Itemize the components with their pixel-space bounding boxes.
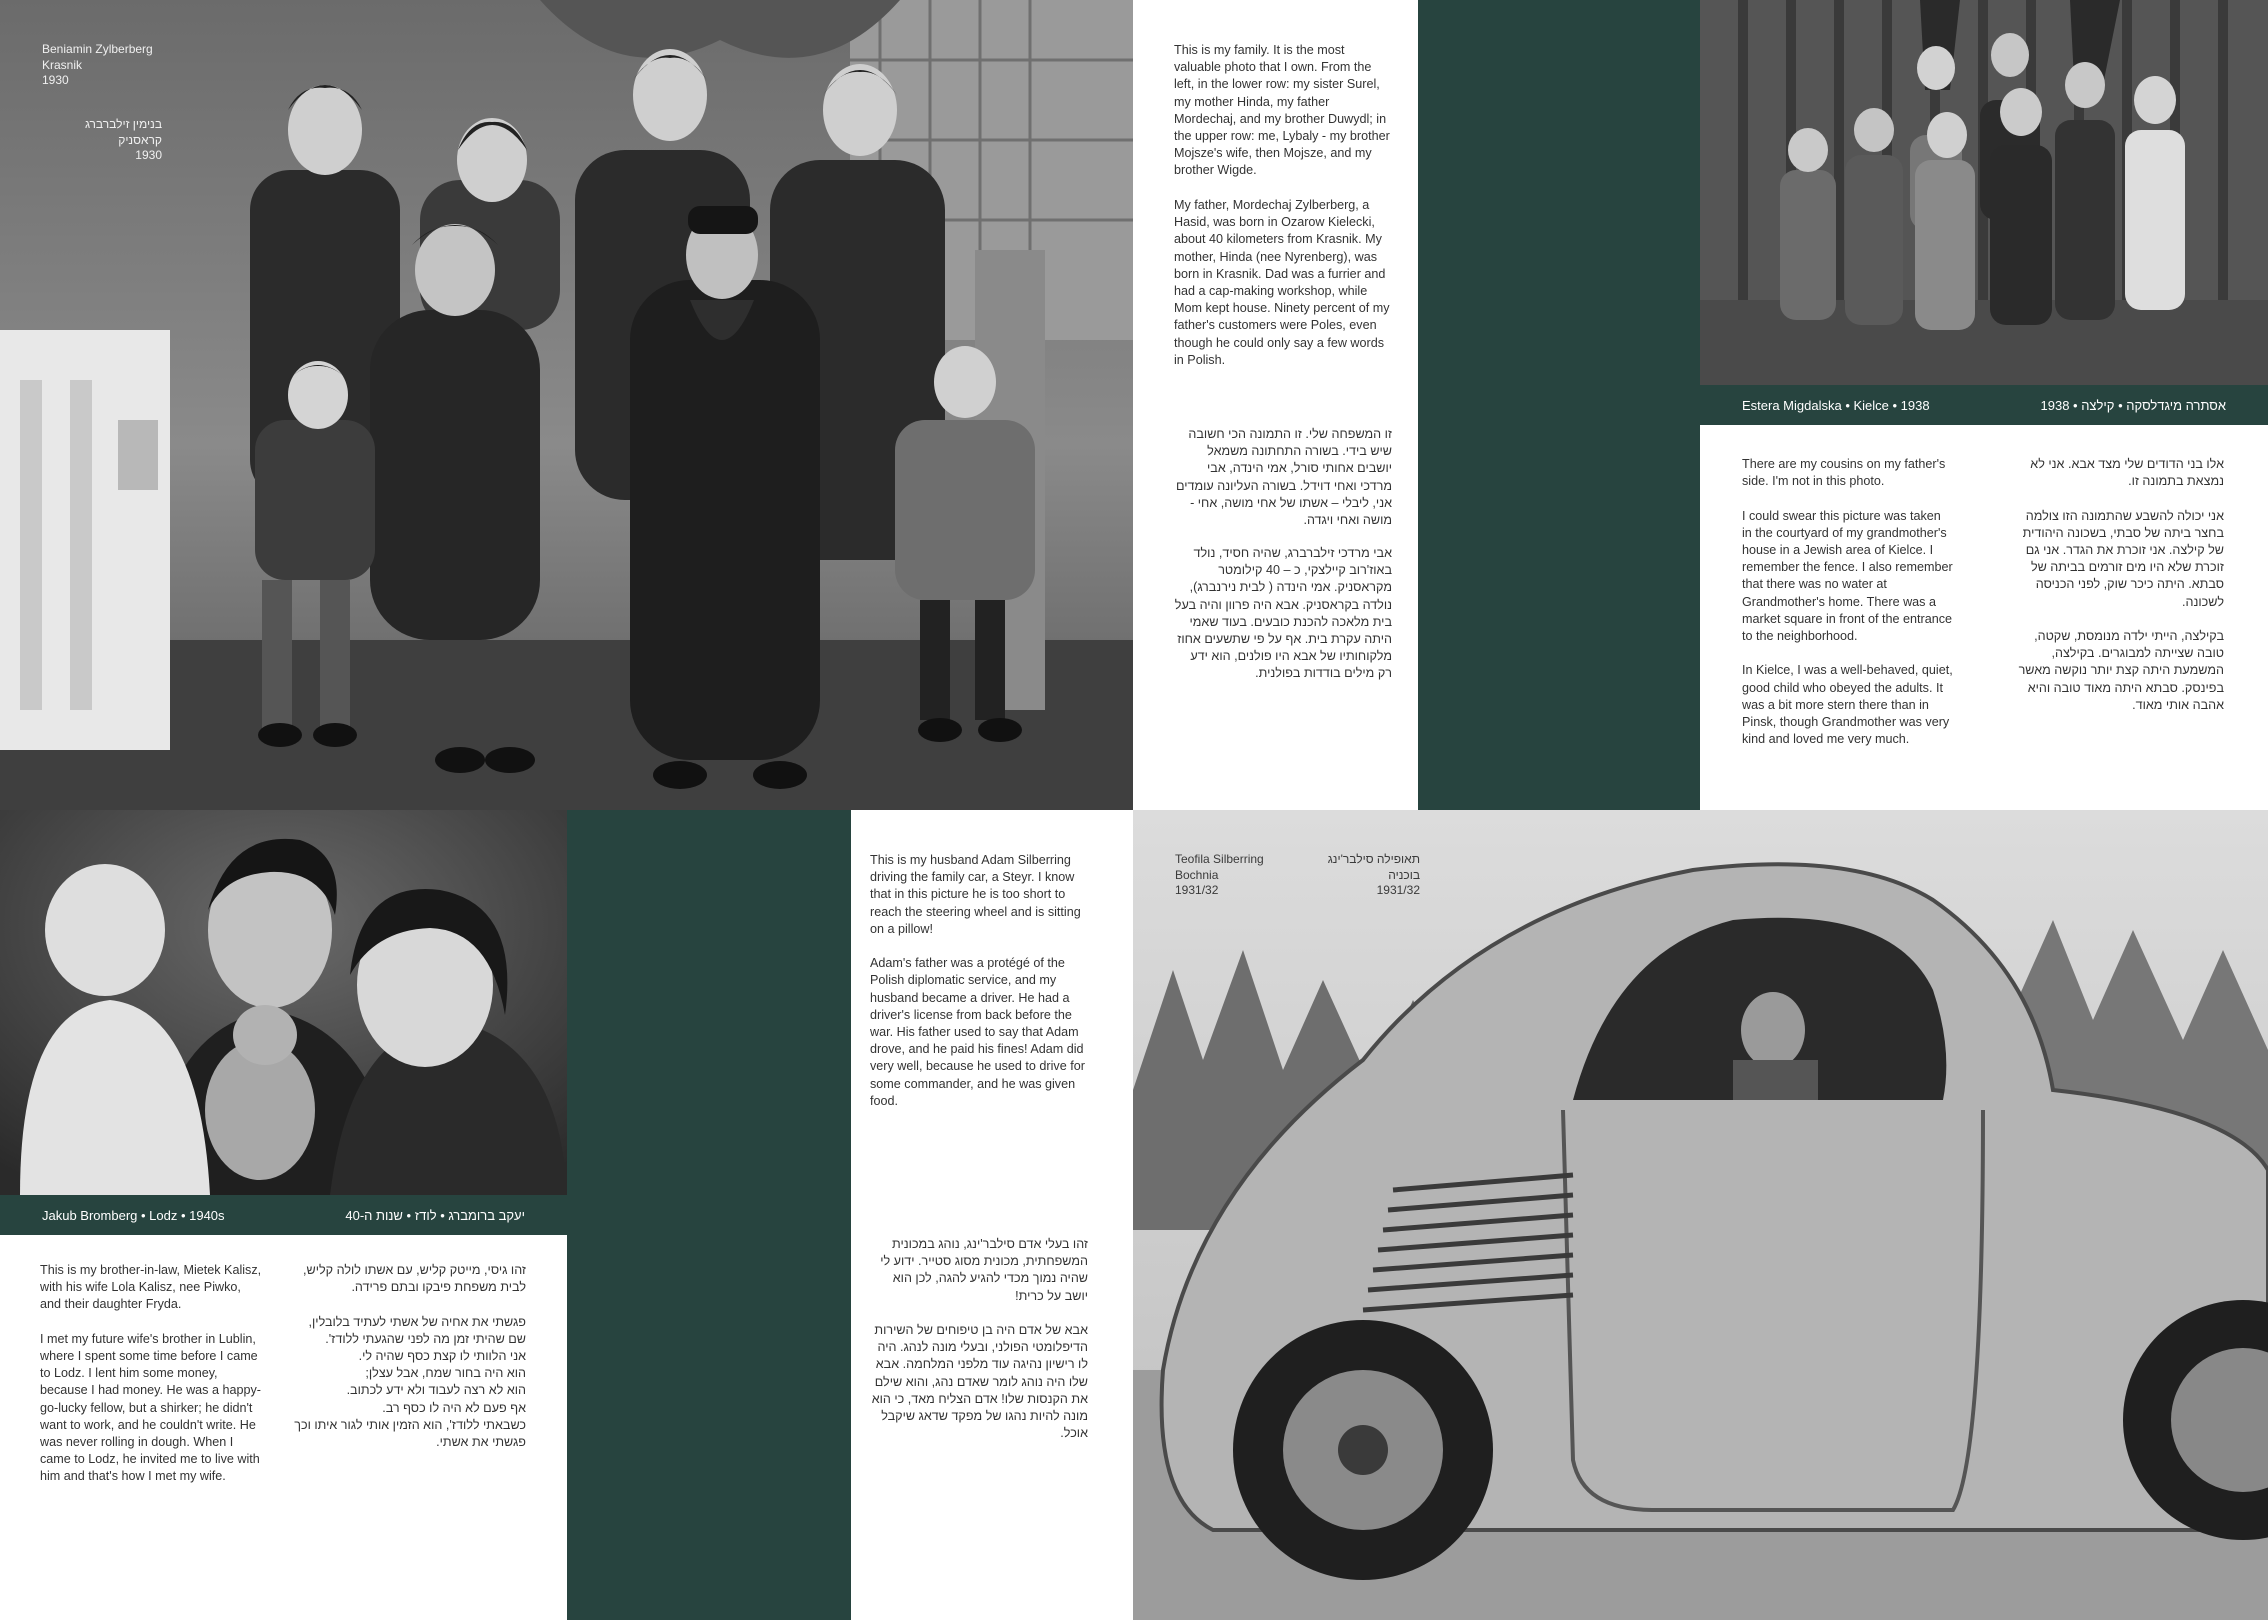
car-photo: [1133, 810, 2268, 1620]
cousins-caption-en: Estera Migdalska • Kielce • 1938: [1742, 397, 1930, 413]
bromberg-caption-bar: [0, 1195, 567, 1235]
cousins-caption-bar: [1700, 385, 2268, 425]
cousins-caption-he: אסתרה מיגדלסקה • קילצה • 1938: [2040, 397, 2226, 413]
cousins-photo: [1700, 0, 2268, 385]
car-text-en: This is my husband Adam Silberring driving the family car, a Steyr. I know that in this picture he is too short to reach the steering wheel and is sitting on a pillow! Adam's father was a protégé of the Polish diplomatic service, and my husband became a driver. He had a driver's license from back before the war. His father used to say that Adam drove, and he paid his fines! Adam did very well, because he used to drive for some commander, and he was given food.: [870, 853, 1085, 1108]
car-caption-he: תאופילה סילבר'ינג בוכניה 1931/32: [1327, 852, 1420, 897]
cousins-text-he: אלו בני הדודים שלי מצד אבא. אני לא נמצאת בתמונה זו. אני יכולה להשבע שהתמונה הזו צולמה בחצר ביתה של סבתי, בשכונה היהודית של קילצה. אני זוכרת את הגדר. אני גם זוכרת שלא היו מים זורמים בביתה של סבתא. היתה כיכר שוק, לפני הכניסה לשכונה. בקילצה, הייתי ילדה מנומסת, שקטה, טובה שצייתה למבוגרים. בקילצה, המשמעת היתה קצת יותר נוקשה מאשר בפינסק. סבתא היתה מאוד טובה והיא אהבה אותי מאוד.: [2018, 457, 2224, 712]
bromberg-text-he: זהו גיסי, מייטק קליש, עם אשתו לולה קליש, לבית משפחת פיבקו ובתם פרידה. פגשתי את אחיה של אשתי לעתיד בלובלין, שם שהיתי זמן מה לפני שהגעתי ללודז'. אני הלוותי לו קצת כסף שהיה לי. הוא היה בחור שמח, אבל עצלן; הוא לא רצה לעבוד ולא ידע לכתוב. אף פעם לא היה לו כסף רב. כשבאתי ללודז', הוא הזמין אותי לגור איתו וכך פגשתי את אשתי.: [294, 1263, 526, 1450]
family-text-en-1: This is my family. It is the most valuable photo that I own. From the left, in the lower row: my sister Surel, my mother Hinda, my father Mordechaj, and my brother Duwydl; in the upper row: me, Lybaly - my brother Mojsze's wife, then Mojsze, and my brother Wigde.: [1174, 43, 1390, 178]
bromberg-caption-en: Jakub Bromberg • Lodz • 1940s: [42, 1207, 225, 1223]
family-photo-caption-he: בנימין זילברברג קראסניק 1930: [85, 117, 162, 162]
family-text-he-2: אבי מרדכי זילברברג, שהיה חסיד, נולד באוז'רוב קיילצקי, כ – 40 קילומטר מקראסניק. אמי הינדה ( לבית נירנברג), נולדה בקראסניק. אבא היה פרוון והיה בעל בית מלאכה להכנת כובעים. בעוד שאמי היתה עקרת בית. אף על פי שתשעים אחוז מלקוחותיו של אבא היו פולנים, הוא ידע רק מילים בודדות בפולנית.: [1174, 546, 1392, 681]
green-panel-top: [1418, 0, 1700, 810]
bromberg-photo: [0, 810, 567, 1195]
green-panel-bottom: [567, 810, 851, 1620]
family-photo-caption-en: Beniamin Zylberberg Krasnik 1930: [42, 42, 153, 87]
car-text-he: זהו בעלי אדם סילבר'ינג, נוהג במכונית המשפחתית, מכונית מסוג סטייר. ידוע לי שהיה נמוך מכדי להגיע להגה, לכן הוא יושב על כרית! אבא של אדם היה בן טיפוחים של השירות הדיפלומטי הפולני, ובעלי מונה לנהג. היה לו רישיון נהיגה עוד מלפני המלחמה. אבא שלו היה נוהג לומר שאדם נהג, והוא שילם את הקנסות שלו! אדם הצליח מאד, כי הוא מונה להיות נהגו של מפקד שדאג שיקבל אוכל.: [871, 1237, 1088, 1441]
family-text-en-2: My father, Mordechaj Zylberberg, a Hasid, was born in Ozarow Kielecki, about 40 kilometers from Krasnik. My mother, Hinda (nee Nyrenberg), was born in Krasnik. Dad was a furrier and had a cap-making workshop, while Mom kept house. Ninety percent of my father's customers were Poles, even though he could only say a few words in Polish.: [1174, 198, 1390, 367]
family-text-he-1: זו המשפחה שלי. זו התמונה הכי חשובה שיש בידי. בשורה התחתונה משמאל יושבים אחותי סורל, אמי הינדה, אבי מרדכי ואחי דוידל. בשורה העליונה עומדים אני, ליבלי – אשתו של אחי מושה, אחי - מושה ואחי ויגדה.: [1175, 427, 1392, 528]
bromberg-text-en: This is my brother-in-law, Mietek Kalisz, with his wife Lola Kalisz, nee Piwko, and their daughter Fryda. I met my future wife's brother in Lublin, where I spent some time before I came to Lodz. I lent him some money, because I had money. He was a happy-go-lucky fellow, but a shirker; he didn't want to work, and he couldn't write. He was never rolling in dough. When I came to Lodz, he invited me to live with him and that's how I met my wife.: [40, 1263, 262, 1484]
cousins-text-en: There are my cousins on my father's side. I'm not in this photo. I could swear this picture was taken in the courtyard of my grandmother's house in a Jewish area of Kielce. I remember the fence. I also remember that there was no water at Grandmother's home. There was a market square in front of the entrance to the neighborhood. In Kielce, I was a well-behaved, quiet, good child who obeyed the adults. It was a bit more stern there than in Pinsk, though Grandmother was very kind and loved me very much.: [1742, 457, 1953, 747]
family-photo: [0, 0, 1133, 810]
bromberg-caption-he: יעקב ברומברג • לודז • שנות ה-40: [345, 1207, 525, 1223]
car-caption-en: Teofila Silberring Bochnia 1931/32: [1175, 852, 1264, 897]
